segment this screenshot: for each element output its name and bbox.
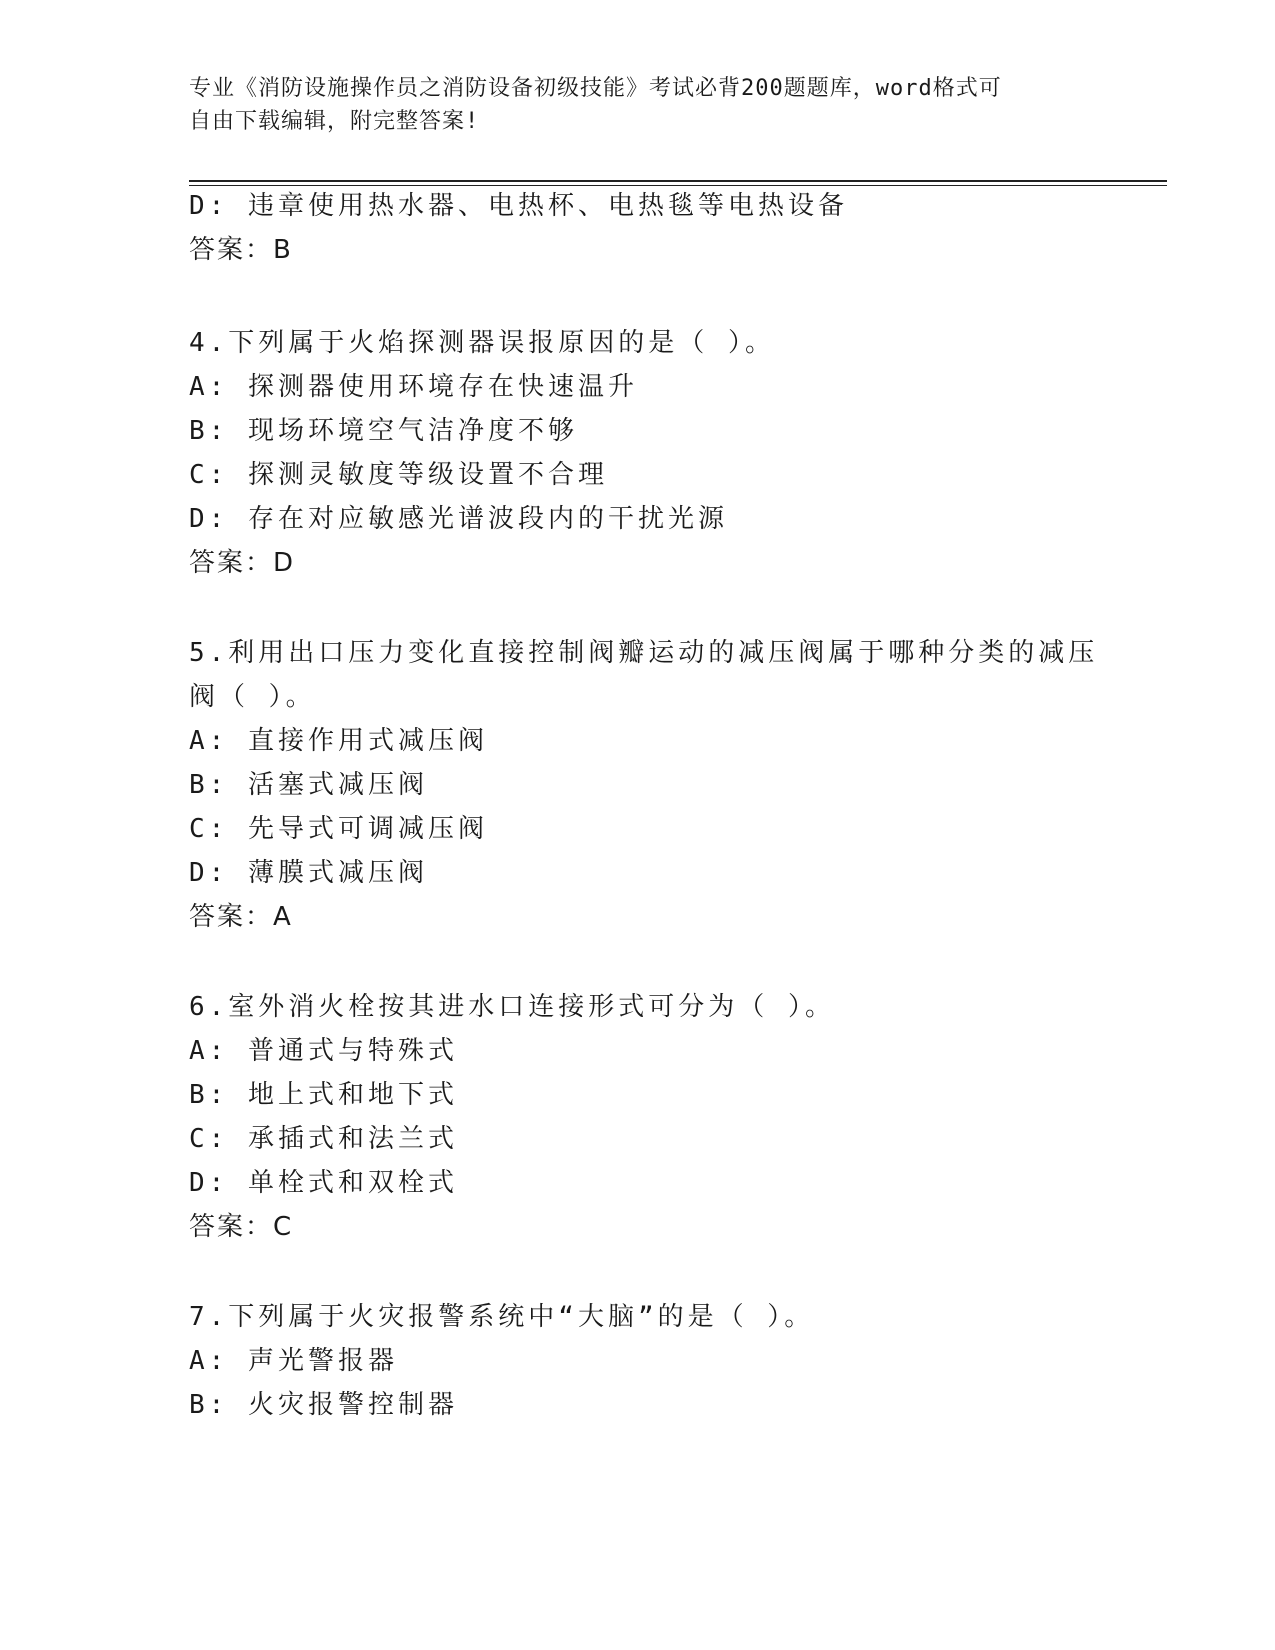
document-header — [189, 72, 1069, 138]
q6-answer: 答案：C — [189, 1212, 294, 1242]
q4-stem: 4.下列属于火焰探测器误报原因的是（ ）。 — [189, 328, 775, 358]
header-line-2: 自由下载编辑，附完整答案! — [189, 109, 480, 134]
q5-answer: 答案：A — [189, 902, 293, 932]
q6-option-a: A: 普通式与特殊式 — [189, 1036, 458, 1066]
q7-option-a: A: 声光警报器 — [189, 1346, 398, 1376]
q6-option-c: C: 承插式和法兰式 — [189, 1124, 458, 1154]
q4-answer: 答案：D — [189, 548, 296, 578]
q7-option-b: B: 火灾报警控制器 — [189, 1390, 458, 1420]
q5-option-b: B: 活塞式减压阀 — [189, 770, 428, 800]
q5-option-a: A: 直接作用式减压阀 — [189, 726, 488, 756]
q7-stem: 7.下列属于火灾报警系统中“大脑”的是（ ）。 — [189, 1302, 815, 1332]
header-divider-thin — [189, 185, 1167, 186]
q4-option-a: A: 探测器使用环境存在快速温升 — [189, 372, 638, 402]
header-line-1: 专业《消防设施操作员之消防设备初级技能》考试必背200题题库，word格式可 — [189, 76, 1002, 101]
q5-stem-line-1: 5.利用出口压力变化直接控制阀瓣运动的减压阀属于哪种分类的减压 — [189, 638, 1099, 668]
q4-option-b: B: 现场环境空气洁净度不够 — [189, 416, 578, 446]
q3-answer: 答案：B — [189, 235, 293, 265]
q6-option-d: D: 单栓式和双栓式 — [189, 1168, 458, 1198]
header-divider-thick — [189, 180, 1167, 182]
q4-option-d: D: 存在对应敏感光谱波段内的干扰光源 — [189, 504, 728, 534]
q4-option-c: C: 探测灵敏度等级设置不合理 — [189, 460, 608, 490]
q5-option-d: D: 薄膜式减压阀 — [189, 858, 428, 888]
q3-option-d: D: 违章使用热水器、电热杯、电热毯等电热设备 — [189, 191, 848, 221]
q6-option-b: B: 地上式和地下式 — [189, 1080, 458, 1110]
q6-stem: 6.室外消火栓按其进水口连接形式可分为（ ）。 — [189, 992, 835, 1022]
q5-stem-line-2: 阀（ ）。 — [189, 682, 316, 712]
q5-option-c: C: 先导式可调减压阀 — [189, 814, 488, 844]
